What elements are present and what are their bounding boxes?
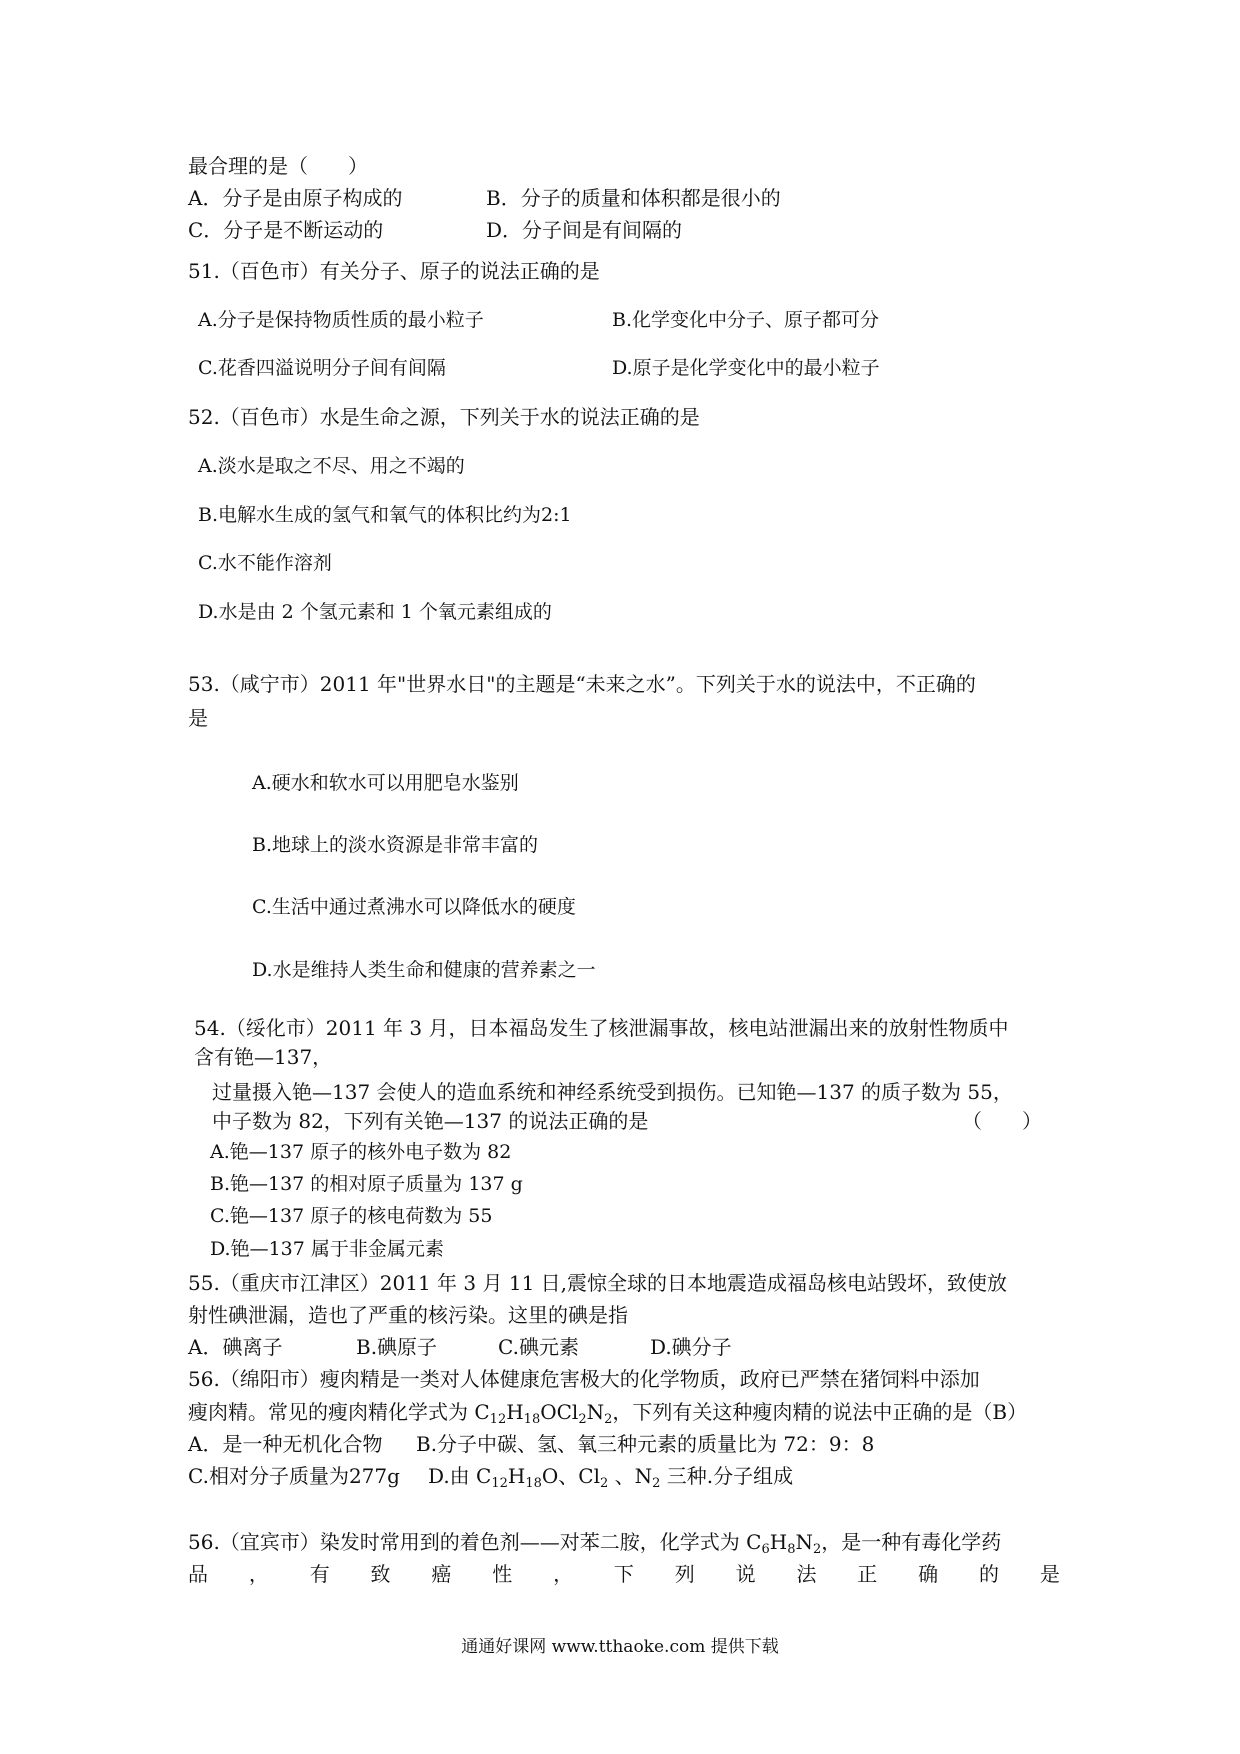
q56b-line1-post: ，是一种有毒化学药 xyxy=(821,1530,1002,1554)
q56b-word: 列 xyxy=(674,1562,695,1586)
q56a-line2-post: ，下列有关这种瘦肉精的说法中正确的是（B） xyxy=(612,1400,1028,1424)
q53-option-c: C.生活中通过煮沸水可以降低水的硬度 xyxy=(252,896,576,918)
q54-option-d: D.铯—137 属于非金属元素 xyxy=(210,1238,444,1260)
q56b-word: 说 xyxy=(735,1562,756,1586)
q56a-option-c: C.相对分子质量为277g xyxy=(188,1464,400,1488)
q55-option-d: D.碘分子 xyxy=(650,1335,732,1359)
q52-option-b: B.电解水生成的氢气和氧气的体积比约为2:1 xyxy=(198,504,572,526)
q56b-stem-line1: 56.（宜宾市）染发时常用到的着色剂——对苯二胺，化学式为 $C_6H_8N_2$，是一种有毒化学药 xyxy=(188,1530,1002,1557)
formula-subscript: 18 xyxy=(525,1476,542,1491)
q54-answer-bracket: （ ） xyxy=(962,1109,1042,1133)
q56b-word: 是 xyxy=(1039,1562,1060,1586)
q53-option-a: A.硬水和软水可以用肥皂水鉴别 xyxy=(252,772,519,794)
q54-option-a: A.铯—137 原子的核外电子数为 82 xyxy=(210,1141,512,1163)
q53-stem-line2: 是 xyxy=(188,706,208,730)
q55-stem-line2: 射性碘泄漏，造也了严重的核污染。这里的碘是指 xyxy=(188,1303,628,1327)
q56a-option-d-post: 三种.分子组成 xyxy=(666,1464,794,1488)
q50-option-d: D．分子间是有间隔的 xyxy=(486,218,683,242)
formula-subscript: 18 xyxy=(523,1412,541,1427)
formula-subscript: 12 xyxy=(489,1412,507,1427)
q53-option-b: B.地球上的淡水资源是非常丰富的 xyxy=(252,834,539,856)
q56b-word: 确 xyxy=(918,1562,939,1586)
q53-stem-line1: 53.（咸宁市）2011 年"世界水日"的主题是“未来之水”。下列关于水的说法中，不正确的 xyxy=(188,672,976,696)
q56b-line1-pre: 56.（宜宾市）染发时常用到的着色剂——对苯二胺，化学式为 C xyxy=(188,1530,762,1554)
q56b-word: 致 xyxy=(370,1562,391,1586)
q50-stem-tail: 最合理的是（ ） xyxy=(188,154,368,178)
q50-option-a: A．分子是由原子构成的 xyxy=(188,186,403,210)
formula-subscript: 6 xyxy=(761,1542,770,1557)
q56b-stem-line2 xyxy=(188,1562,1060,1586)
q51-option-c: C.花香四溢说明分子间有间隔 xyxy=(198,357,446,379)
q52-option-d: D.水是由 2 个氢元素和 1 个氧元素组成的 xyxy=(198,601,552,623)
formula-subscript: 2 xyxy=(600,1476,609,1491)
q54-stem-line2: 含有铯—137， xyxy=(194,1045,333,1069)
q56b-word: 癌 xyxy=(431,1562,452,1586)
formula-subscript: 12 xyxy=(491,1476,508,1491)
q55-stem-line1: 55.（重庆市江津区）2011 年 3 月 11 日,震惊全球的日本地震造成福岛核电站毁坏，致使放 xyxy=(188,1271,1008,1295)
page-footer: 通通好课网 www.tthaoke.com 提供下载 xyxy=(461,1637,779,1657)
q52-option-c: C.水不能作溶剂 xyxy=(198,552,332,574)
q56b-word: 性 xyxy=(492,1562,513,1586)
q55-option-b: B.碘原子 xyxy=(356,1335,438,1359)
q55-option-a: A．碘离子 xyxy=(188,1335,283,1359)
q56b-word: ， xyxy=(248,1562,269,1586)
q56a-option-d-pre: D.由 C xyxy=(428,1464,492,1488)
q56a-stem-line1: 56.（绵阳市）瘦肉精是一类对人体健康危害极大的化学物质，政府已严禁在猪饲料中添加 xyxy=(188,1367,980,1391)
q56b-word: 法 xyxy=(796,1562,817,1586)
q56a-stem-line2: 瘦肉精。常见的瘦肉精化学式为 $C_{12}H_{18}OCl_2N_2$，下列有关这种瘦肉精的说法中正确的是（B） xyxy=(188,1400,1028,1427)
q56b-word: 品 xyxy=(188,1562,208,1586)
q51-option-d: D.原子是化学变化中的最小粒子 xyxy=(612,357,880,379)
q56a-option-a: A．是一种无机化合物 xyxy=(188,1432,383,1456)
q51-option-b: B.化学变化中分子、原子都可分 xyxy=(612,309,880,331)
formula-subscript: 8 xyxy=(787,1542,796,1557)
formula-subscript: 2 xyxy=(578,1412,587,1427)
formula-subscript: 2 xyxy=(652,1476,661,1491)
q51-stem: 51.（百色市）有关分子、原子的说法正确的是 xyxy=(188,259,600,283)
q56b-word: 的 xyxy=(978,1562,999,1586)
q56a-option-b: B.分子中碳、氢、氧三种元素的质量比为 72：9：8 xyxy=(416,1432,875,1456)
q50-option-b: B．分子的质量和体积都是很小的 xyxy=(486,186,781,210)
q56b-word: 正 xyxy=(857,1562,878,1586)
q50-option-c: C．分子是不断运动的 xyxy=(188,218,384,242)
q54-stem-line4: 中子数为 82，下列有关铯—137 的说法正确的是 xyxy=(212,1109,649,1133)
q54-option-c: C.铯—137 原子的核电荷数为 55 xyxy=(210,1205,493,1227)
q54-option-b: B.铯—137 的相对原子质量为 137 g xyxy=(210,1173,523,1195)
q55-option-c: C.碘元素 xyxy=(498,1335,579,1359)
q51-option-a: A.分子是保持物质性质的最小粒子 xyxy=(198,309,484,331)
q56a-line2-pre: 瘦肉精。常见的瘦肉精化学式为 C xyxy=(188,1400,490,1424)
q56b-word: 有 xyxy=(309,1562,330,1586)
q56a-option-d: D.由 $C_{12}H_{18}O$、$Cl_2$ 、$N_2$ 三种.分子组成 xyxy=(428,1464,794,1491)
q52-stem: 52.（百色市）水是生命之源，下列关于水的说法正确的是 xyxy=(188,405,700,429)
q54-stem-line3: 过量摄入铯—137 会使人的造血系统和神经系统受到损伤。已知铯—137 的质子数为 55， xyxy=(212,1080,1013,1104)
q53-option-d: D.水是维持人类生命和健康的营养素之一 xyxy=(252,959,596,981)
q52-option-a: A.淡水是取之不尽、用之不竭的 xyxy=(198,455,465,477)
q56b-word: ， xyxy=(553,1562,574,1586)
formula-subscript: 2 xyxy=(812,1542,822,1557)
formula-subscript: 2 xyxy=(604,1412,613,1427)
q54-stem-line1: 54.（绥化市）2011 年 3 月，日本福岛发生了核泄漏事故，核电站泄漏出来的放射性物质中 xyxy=(194,1016,1009,1040)
q56b-word: 下 xyxy=(613,1562,634,1586)
